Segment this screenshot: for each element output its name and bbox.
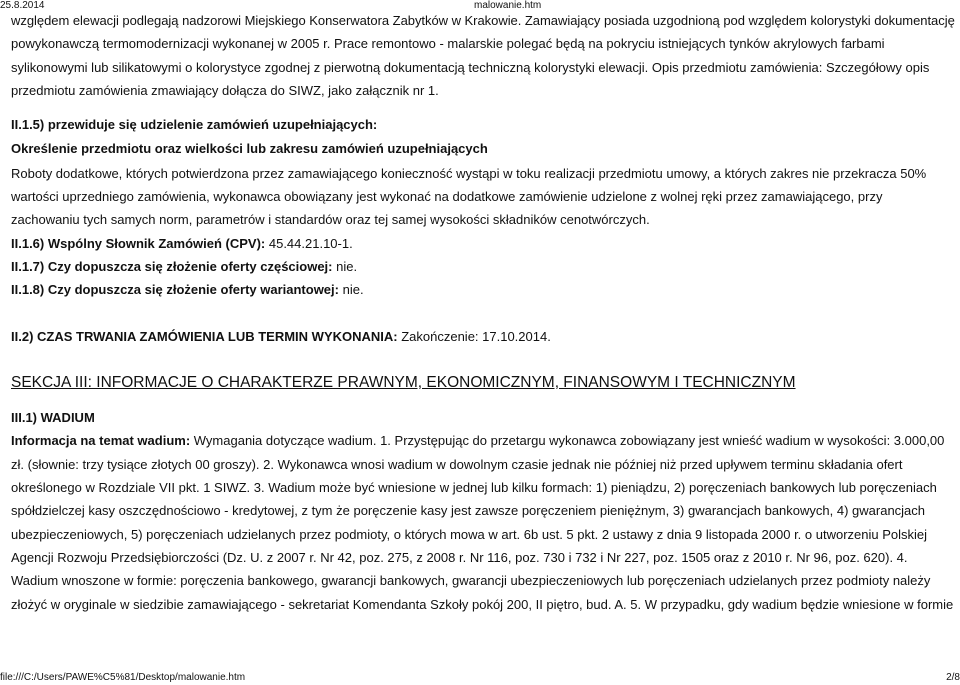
subheading-ii-1-5: Określenie przedmiotu oraz wielkości lub zakresu zamówień uzupełniających — [11, 141, 488, 157]
field-ii-1-6 — [11, 232, 955, 255]
wadium-info — [11, 429, 955, 452]
text-line: ubezpieczeniowych, 5) poręczeniach udzielanych przez podmioty, o których mowa w art. 6b ust. 5 pkt. 2 ustawy z dnia 9 listopada 2000 r. o utworzeniu Polskiej — [11, 526, 928, 542]
field-label: II.1.8) Czy dopuszcza się złożenie oferty wariantowej: — [11, 282, 339, 298]
field-label: II.1.6) Wspólny Słownik Zamówień (CPV): — [11, 235, 266, 251]
print-date: 25.8.2014 — [0, 0, 45, 11]
print-file-path: file:///C:/Users/PAWE%C5%81/Desktop/malowanie.htm — [0, 672, 246, 683]
text-line: spółdzielczej kasy oszczędnościowo - kredytowej, z tym że poręczenie kasy jest zawsze poręczeniem pieniężnym, 3) gwarancjach bankowych, 4) gwarancjach — [11, 503, 926, 519]
text-line: przedmiotu zamówienia zmawiający dołącza do SIWZ, jako załącznik nr 1. — [11, 82, 439, 98]
field-label: Informacja na temat wadium: — [11, 433, 191, 449]
text-line: Agencji Rozwoju Przedsiębiorczości (Dz. U. z 2007 r. Nr 42, poz. 275, z 2008 r. Nr 116, poz. 730 i 732 i Nr 227, poz. 1505 oraz z 2010 r. Nr 96, poz. 620). 4. — [11, 549, 908, 565]
text-line: zł. (słownie: trzy tysiące złotych 00 groszy). 2. Wykonawca wnosi wadium w dowolnym czasie jednak nie później niż przed upływem terminu składania ofert — [11, 456, 903, 472]
text-line: Wadium wnoszone w formie: poręczenia bankowego, gwarancji bankowych, gwarancji ubezpieczeniowych lub poręczeniach udzielanych przez podmioty należy — [11, 573, 931, 589]
text-line: Roboty dodatkowe, których potwierdzona przez zamawiającego konieczność wystąpi w toku realizacji przedmiotu umowy, a których zakres nie przekracza 50% — [11, 165, 927, 181]
document-body — [11, 9, 955, 616]
section-heading-iii-1: III.1) WADIUM — [11, 410, 95, 426]
field-value: nie. — [338, 282, 364, 298]
print-page-number: 2/8 — [946, 672, 960, 683]
field-value: 45.44.21.10-1. — [265, 235, 353, 251]
field-label: II.1.7) Czy dopuszcza się złożenie oferty częściowej: — [11, 258, 333, 274]
text-line: względem elewacji podlegają nadzorowi Miejskiego Konserwatora Zabytków w Krakowie. Zamawiający posiada uzgodnioną pod względem kolorystyki dokumentację — [11, 13, 955, 28]
text-line: zachowaniu tych samych norm, parametrów i standardów oraz tej samej wysokości składników cenotwórczych. — [11, 212, 650, 228]
field-value: Zakończenie: 17.10.2014. — [397, 328, 551, 344]
text-line: określonego w Rozdziale VII pkt. 1 SIWZ. 3. Wadium może być wniesione w jednej lub kilku formach: 1) pieniądzu, 2) poręczeniach bankowych lub poręczeniach — [11, 480, 937, 496]
print-title: malowanie.htm — [474, 0, 542, 11]
text-line: złożyć w oryginale w siedzibie zamawiającego - sekretariat Komendanta Szkoły pokój 200, II piętro, bud. A. 5. W przypadku, gdy wadium będzie wniesione w formie — [11, 596, 954, 612]
field-value: Wymagania dotyczące wadium. 1. Przystępując do przetargu wykonawca zobowiązany jest wnieść wadium w wysokości: 3.000,00 — [190, 433, 945, 449]
section-title-iii: SEKCJA III: INFORMACJE O CHARAKTERZE PRAWNYM, EKONOMICZNYM, FINANSOWYM I TECHNICZNYM — [11, 373, 796, 391]
field-value: nie. — [332, 258, 358, 274]
text-line: sylikonowymi lub silikatowymi o kolorystyce zgodnej z pierwotną dokumentacją techniczną kolorystyki elewacji. Opis przedmiotu zamówienia: Szczegółowy opis — [11, 59, 930, 75]
section-heading-ii-1-5: II.1.5) przewiduje się udzielenie zamówień uzupełniających: — [11, 117, 378, 133]
text-line: wartości uprzedniego zamówienia, wykonawca obowiązany jest wykonać na dodatkowe zamówienie udzielone z wolnej ręki przez zamawiającego, przy — [11, 189, 883, 205]
field-ii-1-7 — [11, 255, 955, 278]
print-footer — [0, 672, 960, 684]
field-ii-1-8 — [11, 278, 955, 301]
field-label: II.2) CZAS TRWANIA ZAMÓWIENIA LUB TERMIN WYKONANIA: — [11, 328, 398, 344]
field-ii-2 — [11, 325, 955, 348]
text-line: powykonawczą termomodernizacji wykonanej w 2005 r. Prace remontowo - malarskie polegać będą na pokryciu istniejących tynków akrylowych farbami — [11, 36, 885, 52]
